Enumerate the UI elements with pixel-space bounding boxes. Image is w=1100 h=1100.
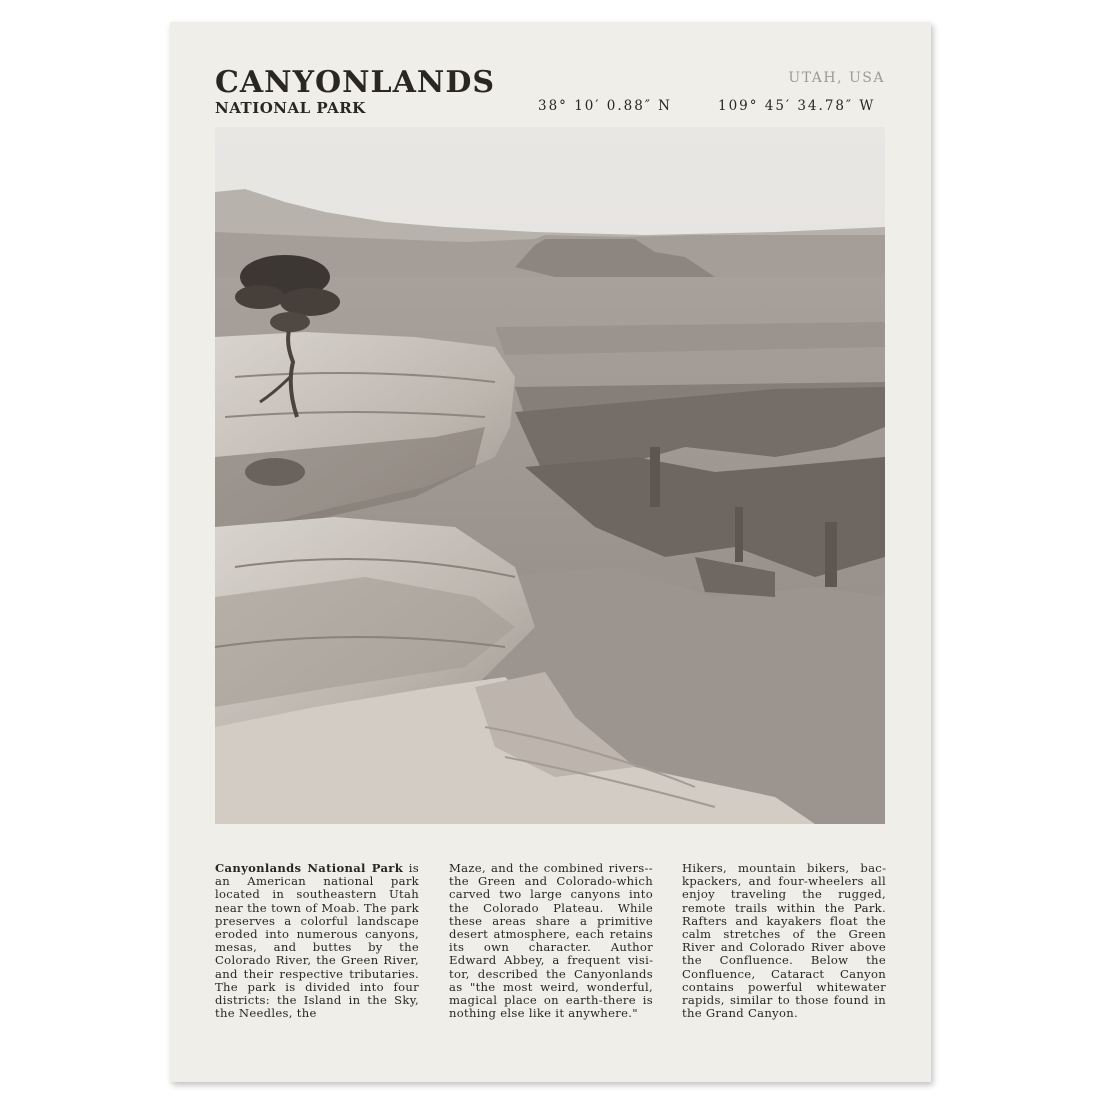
longitude-label: 109° 45′ 34.78″ W xyxy=(718,98,876,114)
location-label: UTAH, USA xyxy=(788,70,885,86)
park-name-lead: Canyonlands National Park xyxy=(215,861,404,875)
canyon-overlook-photo xyxy=(215,127,885,824)
canyon-illustration xyxy=(215,127,885,824)
description-text-1: is an American national park located in southeastern Utah near the town of Moab. The park preserves a colorful landscape eroded into numerous canyons, mesas, and buttes by the Colorado River, the Green River, and their respective tributaries. The park is divided into four districts: the Island in the Sky, the Needles, the xyxy=(215,861,419,1021)
description-column-2: Maze, and the combined rivers--the Green and Colorado-which carved two large canyons into the Colorado Plateau. While these areas share a primitive desert atmosphere, each retains its own character. Author Edward Abbey, a frequent visitor, described the Canyonlands as "the most weird, wonderful, magical place on earth-there is nothing else like it anywhere." xyxy=(449,861,653,1021)
latitude-label: 38° 10′ 0.88″ N xyxy=(538,98,672,114)
park-title: CANYONLANDS xyxy=(215,65,496,100)
description-column-3: Hikers, mountain bikers, backpackers, and four-wheelers all enjoy traveling the rugged, remote trails within the Park. Rafters and kayakers float the calm stretches of the Green River and Colorado River above the Confluence. Below the Confluence, Cataract Canyon contains powerful whitewater rapids, similar to those found in the Grand Canyon. xyxy=(682,861,886,1021)
park-subtitle: NATIONAL PARK xyxy=(215,99,366,117)
description-column-1 xyxy=(215,862,419,1020)
poster xyxy=(170,22,931,1082)
